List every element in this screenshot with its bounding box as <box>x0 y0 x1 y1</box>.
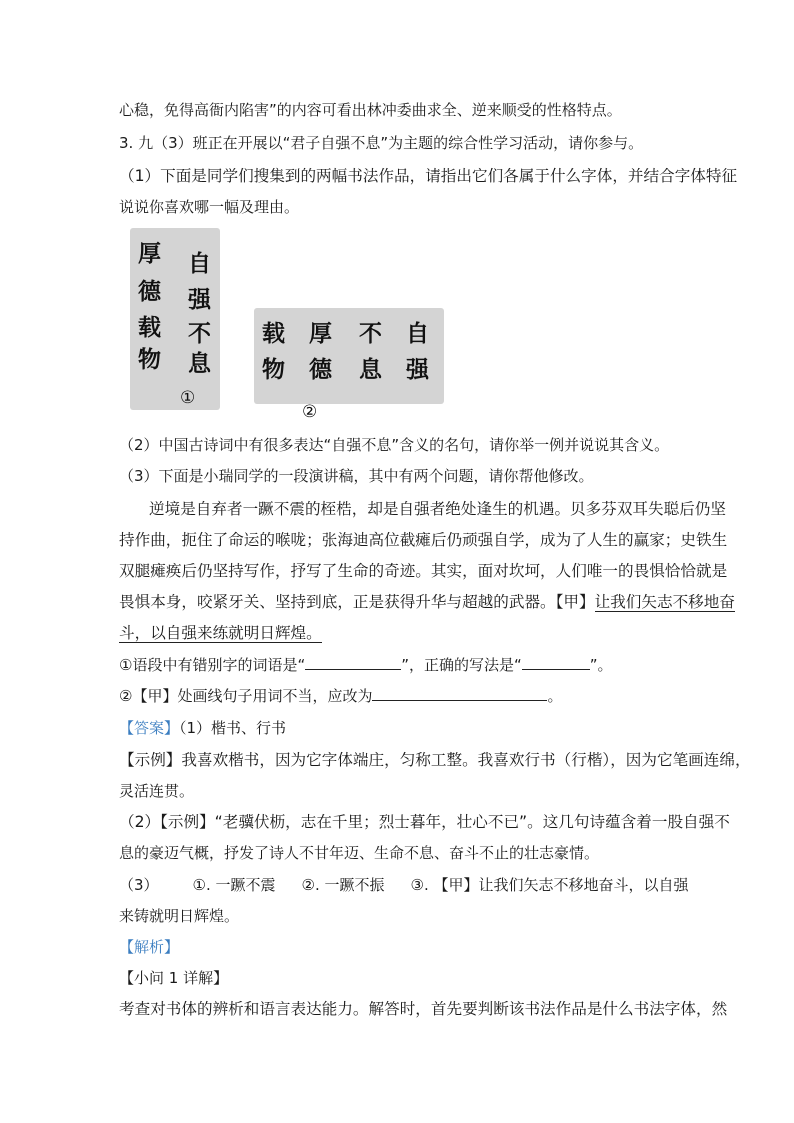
answer-1: （1）楷书、行书 <box>179 719 287 737</box>
answer-3-label: （3） <box>119 876 159 894</box>
analysis-tag: 【解析】 <box>119 938 180 956</box>
question-3-3: （3）下面是小瑞同学的一段演讲稿，其中有两个问题，请你帮他修改。 <box>119 467 594 485</box>
answer-3-item-3: ③. 【甲】让我们矢志不移地奋斗，以自强 <box>410 876 689 894</box>
blank-correct-word <box>522 655 590 670</box>
speech-line-1: 逆境是自弃者一蹶不震的桎梏，却是自强者绝处逢生的机遇。贝多芬双耳失聪后仍坚 <box>149 500 726 518</box>
blank-revision <box>372 686 547 701</box>
speech-line-4 <box>119 592 735 612</box>
question-3-title: 3. 九（3）班正在开展以“君子自强不息”为主题的综合性学习活动，请你参与。 <box>119 134 644 152</box>
answer-3 <box>119 875 689 895</box>
art2-char: 德 <box>309 356 332 383</box>
blank-wrong-word <box>305 655 401 670</box>
sub-question-1 <box>119 655 613 675</box>
underlined-sentence: 让我们矢志不移地奋 <box>594 593 735 611</box>
analysis-line-1: 考查对书体的辨析和语言表达能力。解答时，首先要判断该书法作品是什么书法字体，然 <box>119 1000 728 1018</box>
art1-char: 德 <box>138 278 161 305</box>
answer-3-cont: 来铸就明日辉煌。 <box>119 907 240 925</box>
answer-2: （2）【示例】“老骥伏枥，志在千里；烈士暮年，壮心不已”。这几句诗蕴含着一股自强不 <box>119 813 730 831</box>
q1-text-a: ①语段中有错别字的词语是“ <box>119 656 306 674</box>
art1-char: 强 <box>188 286 211 313</box>
speech-line-3: 双腿瘫痪后仍坚持写作，抒写了生命的奇迹。其实，面对坎坷，人们唯一的畏惧恰恰就是 <box>119 562 728 580</box>
line-1: 心稳，免得高衙内陷害”的内容可看出林冲委曲求全、逆来顺受的性格特点。 <box>119 101 622 119</box>
answer-line <box>119 718 286 738</box>
art1-char: 厚 <box>138 240 161 267</box>
art1-char: 载 <box>138 314 161 341</box>
art2-char: 息 <box>359 356 382 383</box>
answer-2-cont: 息的豪迈气概，抒发了诗人不甘年迈、生命不息、奋斗不止的壮志豪情。 <box>119 844 600 862</box>
art2-char: 强 <box>406 356 429 383</box>
q2-text-a: ②【甲】处画线句子用词不当，应改为 <box>119 687 373 705</box>
art2-char: 载 <box>262 320 285 347</box>
calligraphy-image-2 <box>254 308 444 422</box>
example-1: 【示例】我喜欢楷书，因为它字体端庄，匀称工整。我喜欢行书（行楷），因为它笔画连绵， <box>119 751 751 769</box>
question-3-1: （1）下面是同学们搜集到的两幅书法作品，请指出它们各属于什么字体，并结合字体特征 <box>119 167 738 185</box>
example-1-cont: 灵活连贯。 <box>119 782 195 800</box>
art2-char: 自 <box>406 320 429 347</box>
art1-char: 不 <box>188 320 211 347</box>
speech-line-2: 持作曲，扼住了命运的喉咙；张海迪高位截瘫后仍顽强自学，成为了人生的赢家；史铁生 <box>119 531 728 549</box>
sub-question-2 <box>119 686 562 706</box>
art2-char: 物 <box>262 356 285 383</box>
answer-3-item-1: ①. 一蹶不震 <box>192 876 276 894</box>
sub-question-1-detail-tag: 【小问 1 详解】 <box>119 969 229 987</box>
speech-line-5 <box>119 623 322 643</box>
art2-char: 厚 <box>309 320 332 347</box>
answer-3-item-2: ②. 一蹶不振 <box>301 876 385 894</box>
underlined-sentence-cont: 斗，以自强来练就明日辉煌。 <box>119 624 322 642</box>
art2-caption: ② <box>302 402 318 422</box>
q1-text-c: ”。 <box>589 656 613 674</box>
answer-tag: 【答案】 <box>119 719 180 737</box>
question-3-1-cont: 说说你喜欢哪一幅及理由。 <box>119 198 300 216</box>
art1-char: 息 <box>188 350 211 377</box>
art2-char: 不 <box>359 320 382 347</box>
calligraphy-image-1 <box>130 228 220 410</box>
art1-char: 物 <box>138 346 161 373</box>
question-3-2: （2）中国古诗词中有很多表达“自强不息”含义的名句，请你举一例并说说其含义。 <box>119 436 670 454</box>
q1-text-b: ”，正确的写法是“ <box>401 656 522 674</box>
q2-text-b: 。 <box>547 687 563 705</box>
speech-line-4-text: 畏惧本身，咬紧牙关、坚持到底，正是获得升华与超越的武器。【甲】 <box>119 593 595 611</box>
art1-char: 自 <box>188 250 211 277</box>
art1-caption: ① <box>180 388 196 408</box>
